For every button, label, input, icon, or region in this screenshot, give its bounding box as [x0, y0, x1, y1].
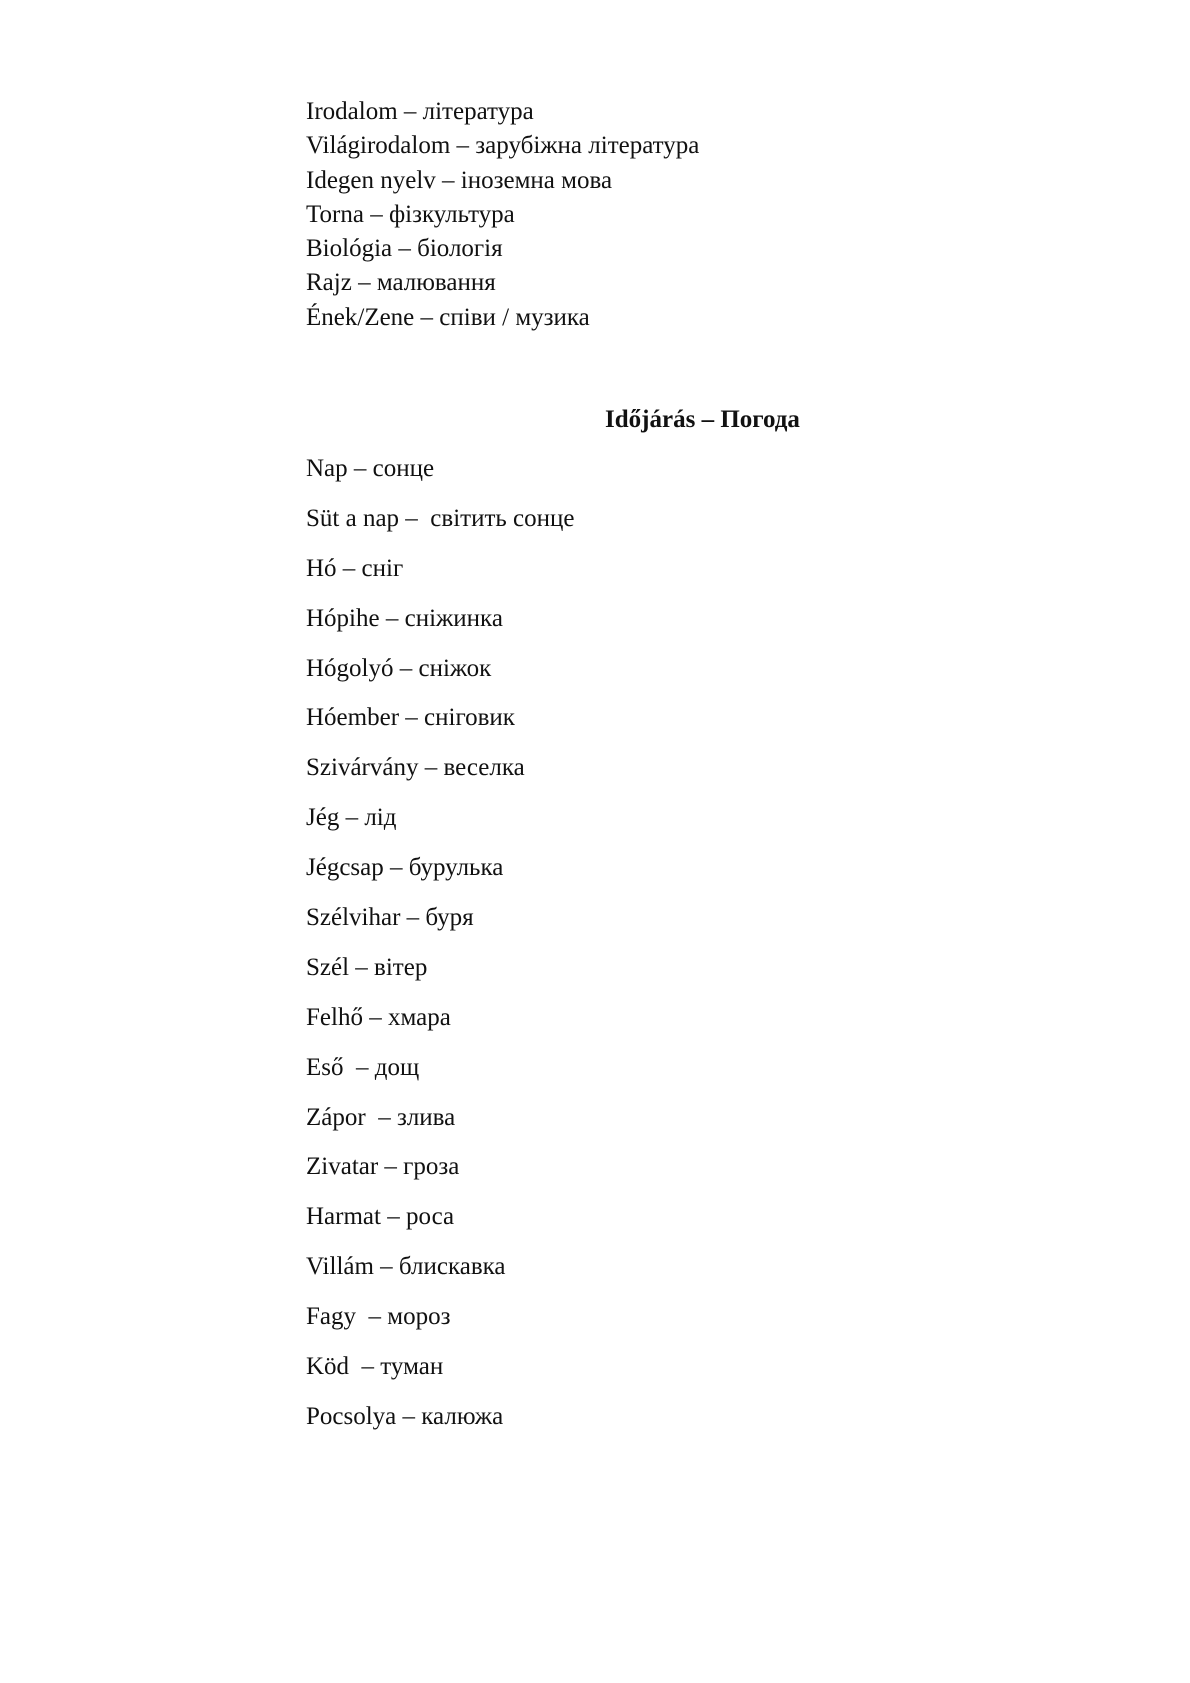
weather-item: Zivatar – гроза — [306, 1153, 460, 1181]
subject-item: Ének/Zene – співи / музика — [306, 303, 590, 331]
weather-item: Köd – туман — [306, 1353, 444, 1381]
weather-item: Eső – дощ — [306, 1053, 420, 1081]
weather-item: Villám – блискавка — [306, 1253, 506, 1281]
weather-item: Nap – сонце — [306, 455, 435, 482]
subject-item: Irodalom – література — [306, 98, 534, 125]
weather-item: Felhő – хмара — [306, 1003, 451, 1031]
weather-item: Szivárvány – веселка — [306, 754, 525, 782]
subject-item: Rajz – малювання — [306, 269, 496, 297]
weather-item: Jégcsap – бурулька — [306, 854, 504, 882]
subject-item: Torna – фізкультура — [306, 200, 515, 228]
weather-item: Jég – лід — [306, 804, 397, 832]
weather-section-title: Időjárás – Погода — [605, 406, 800, 433]
weather-item: Harmat – роса — [306, 1203, 455, 1231]
weather-item: Süt a nap – світить сонце — [306, 504, 575, 532]
weather-item: Szél – вітер — [306, 953, 428, 981]
weather-item: Hógolyó – сніжок — [306, 654, 492, 682]
subject-item: Biológia – біологія — [306, 235, 503, 263]
subject-item: Idegen nyelv – іноземна мова — [306, 166, 613, 194]
weather-item: Fagy – мороз — [306, 1303, 451, 1331]
school-subjects-list — [306, 95, 699, 335]
subject-item: Világirodalom – зарубіжна література — [306, 132, 700, 160]
weather-item: Pocsolya – калюжа — [306, 1402, 504, 1430]
weather-item: Hópihe – сніжинка — [306, 604, 503, 632]
weather-item: Zápor – злива — [306, 1103, 456, 1131]
weather-item: Hóember – сніговик — [306, 704, 515, 732]
weather-item: Szélvihar – буря — [306, 904, 474, 932]
weather-vocabulary-list — [306, 452, 574, 1450]
weather-item: Hó – сніг — [306, 554, 404, 582]
